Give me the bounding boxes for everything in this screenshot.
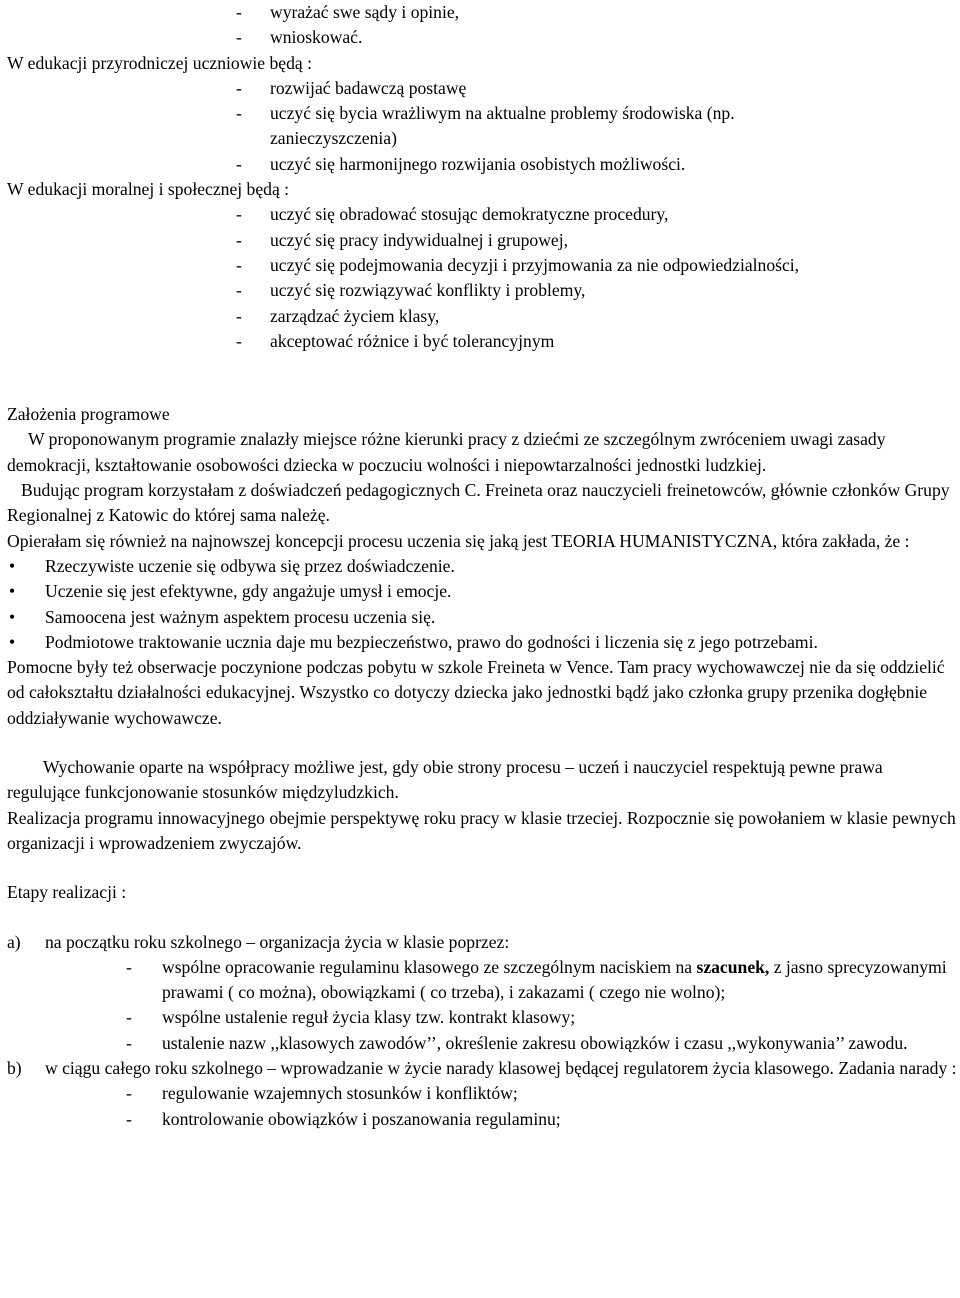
list-item: - rozwijać badawczą postawę xyxy=(236,77,467,98)
list-item-continuation: zanieczyszczenia) xyxy=(270,128,397,149)
list-item: - uczyć się bycia wrażliwym na aktualne problemy środowiska (np. xyxy=(236,103,735,124)
list-item: - akceptować różnice i być tolerancyjnym xyxy=(236,330,555,351)
paragraph: Realizacja programu innowacyjnego obejmie perspektywę roku pracy w klasie trzeciej. Rozpocznie się powołaniem w klasie pewnych organizacji i wprowadzeniem zwyczajów. xyxy=(7,807,956,853)
list-item: - kontrolowanie obowiązków i poszanowania regulaminu; xyxy=(126,1108,561,1129)
section-heading: W edukacji moralnej i społecznej będą : xyxy=(7,179,290,200)
section-heading: Etapy realizacji : xyxy=(7,882,127,903)
bullet-icon: • xyxy=(9,581,16,602)
paragraph: W proponowanym programie znalazły miejsce różne kierunki pracy z dziećmi ze szczególnym zwróceniem uwagi zasady demokracji, kształtowanie osobowości dziecka w poczuciu wolności i niepowtarzalności jednostki ludzkiej. xyxy=(7,429,886,475)
list-item: - uczyć się obradować stosując demokratyczne procedury, xyxy=(236,204,669,225)
section-heading: Założenia programowe xyxy=(7,404,170,425)
paragraph: Wychowanie oparte na współpracy możliwe jest, gdy obie strony procesu – uczeń i nauczyciel respektują pewne prawa regulujące funkcjonowanie stosunków międzyludzkich. xyxy=(7,757,883,803)
bullet-icon: • xyxy=(9,631,16,652)
paragraph: Opierałam się również na najnowszej koncepcji procesu uczenia się jaką jest TEORIA HUMANISTYCZNA, która zakłada, że : xyxy=(7,530,910,551)
stage-item-b: b) w ciągu całego roku szkolnego – wprowadzanie w życie narady klasowej będącej regulatorem życia klasowego. Zadania narady : xyxy=(7,1057,957,1078)
bullet-icon: • xyxy=(9,606,16,627)
stage-item-a: a) na początku roku szkolnego – organizacja życia w klasie poprzez: xyxy=(7,931,510,952)
bullet-icon: • xyxy=(9,555,16,576)
bullet-item: • Podmiotowe traktowanie ucznia daje mu bezpieczeństwo, prawo do godności i liczenia się z jego potrzebami. xyxy=(7,630,960,655)
list-item: - wspólne opracowanie regulaminu klasowego ze szczególnym naciskiem na szacunek, z jasno sprecyzowanymi prawami ( co można), obowiązkami ( co trzeba), i zakazami ( czego nie wolno); xyxy=(126,956,947,1003)
bullet-item: • Rzeczywiste uczenie się odbywa się przez doświadczenie. xyxy=(7,554,960,579)
list-item: - wyrażać swe sądy i opinie, xyxy=(236,2,460,22)
bullet-item: • Uczenie się jest efektywne, gdy angażuje umysł i emocje. xyxy=(7,579,960,604)
list-item: - zarządzać życiem klasy, xyxy=(236,305,440,326)
paragraph: Budując program korzystałam z doświadczeń pedagogicznych C. Freineta oraz nauczycieli freinetowców, głównie członków Grupy Regionalnej z Katowic do której sama należę. xyxy=(7,480,950,526)
list-item: - ustalenie nazw ,,klasowych zawodów’’, określenie zakresu obowiązków i czasu ,,wykonywania’’ zawodu. xyxy=(126,1032,908,1053)
section-heading: W edukacji przyrodniczej uczniowie będą : xyxy=(7,52,312,73)
bullet-item: • Samoocena jest ważnym aspektem procesu uczenia się. xyxy=(7,605,960,630)
list-item: - regulowanie wzajemnych stosunków i konfliktów; xyxy=(126,1083,518,1104)
list-item: - uczyć się harmonijnego rozwijania osobistych możliwości. xyxy=(236,153,686,174)
list-item: - uczyć się rozwiązywać konflikty i problemy, xyxy=(236,280,586,301)
list-item: - uczyć się pracy indywidualnej i grupowej, xyxy=(236,229,569,250)
list-item: - wspólne ustalenie reguł życia klasy tzw. kontrakt klasowy; xyxy=(126,1007,576,1028)
paragraph: Pomocne były też obserwacje poczynione podczas pobytu w szkole Freineta w Vence. Tam pracy wychowawczej nie da się oddzielić od całokształtu działalności edukacyjnej. Wszystko co dotyczy dziecka jako jednostki bądź jako członka grupy przenika dogłębnie oddziaływanie wychowawcze. xyxy=(7,657,945,728)
list-item: - wnioskować. xyxy=(236,27,363,48)
list-item: - uczyć się podejmowania decyzji i przyjmowania za nie odpowiedzialności, xyxy=(236,254,800,275)
